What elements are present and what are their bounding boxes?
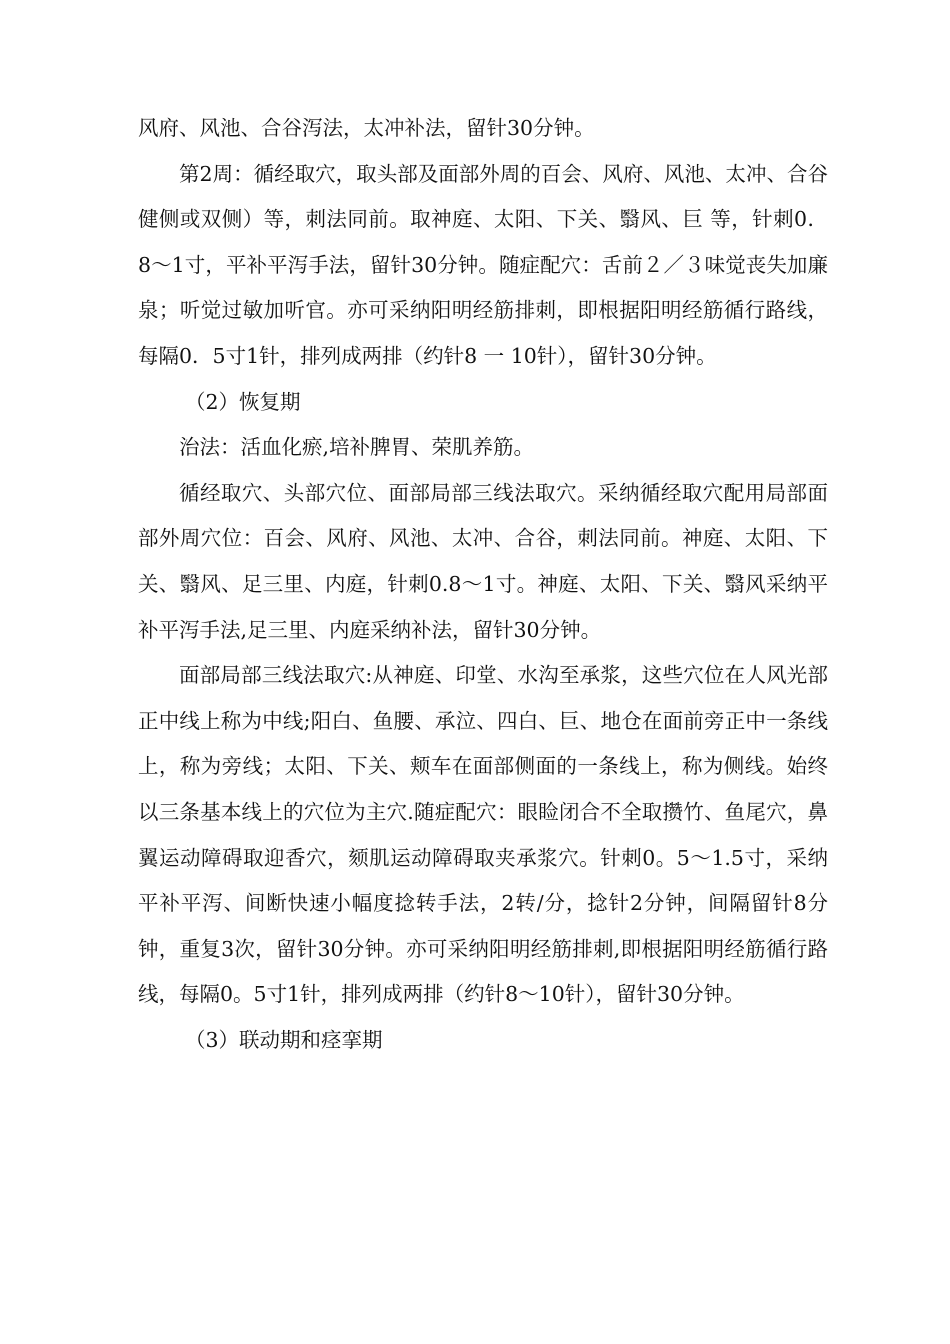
paragraph-meridian-points: 循经取穴、头部穴位、面部局部三线法取穴。采纳循经取穴配用局部面部外周穴位：百会、风府、风池、太冲、合谷，刺法同前。神庭、太阳、下关、翳风、足三里、内庭，针刺0.8〜1寸。神庭、太阳、下关、翳风采纳平补平泻手法,足三里、内庭采纳补法，留针30分钟。 [138, 480, 828, 642]
document-page [138, 106, 828, 1063]
paragraph-three-line-method: 面部局部三线法取穴:从神庭、印堂、水沟至承浆，这些穴位在人风光部正中线上称为中线;阳白、鱼腰、承泣、四白、巨、地仓在面前旁正中一条线上，称为旁线；太阳、下关、颊车在面部侧面的一条线上，称为侧线。始终以三条基本线上的穴位为主穴.随症配穴：眼睑闭合不全取攒竹、鱼尾穴，鼻翼运动障碍取迎香穴，颏肌运动障碍取夹承浆穴。针刺0。5〜1.5寸，采纳平补平泻、间断快速小幅度捻转手法，2转/分，捻针2分钟，间隔留针8分钟，重复3次，留针30分钟。亦可采纳阳明经筋排刺,即根据阳明经筋循行路线，每隔0。5寸1针，排列成两排（约针8〜10针），留针30分钟。 [138, 663, 828, 1007]
section-heading-spasm: （3）联动期和痉挛期 [185, 1027, 383, 1052]
paragraph-treatment-method: 治法：活血化瘀,培补脾胃、荣肌养筋。 [179, 435, 535, 460]
paragraph-continuation: 风府、风池、合谷泻法，太冲补法，留针30分钟。 [138, 116, 595, 140]
section-heading-recovery: （2）恢复期 [185, 389, 301, 414]
paragraph-week-2: 第2周：循经取穴，取头部及面部外周的百会、风府、风池、太冲、合谷健侧或双侧）等，刺法同前。取神庭、太阳、下关、翳风、巨 等，针刺0．8〜1寸，平补平泻手法，留针30分钟。随症配穴：舌前２／３味觉丧失加廉泉；听觉过敏加听官。亦可采纳阳明经筋排刺，即根据阳明经筋循行路线，每隔0．5寸1针，排列成两排（约针8 一 10针），留针30分钟。 [138, 161, 828, 368]
